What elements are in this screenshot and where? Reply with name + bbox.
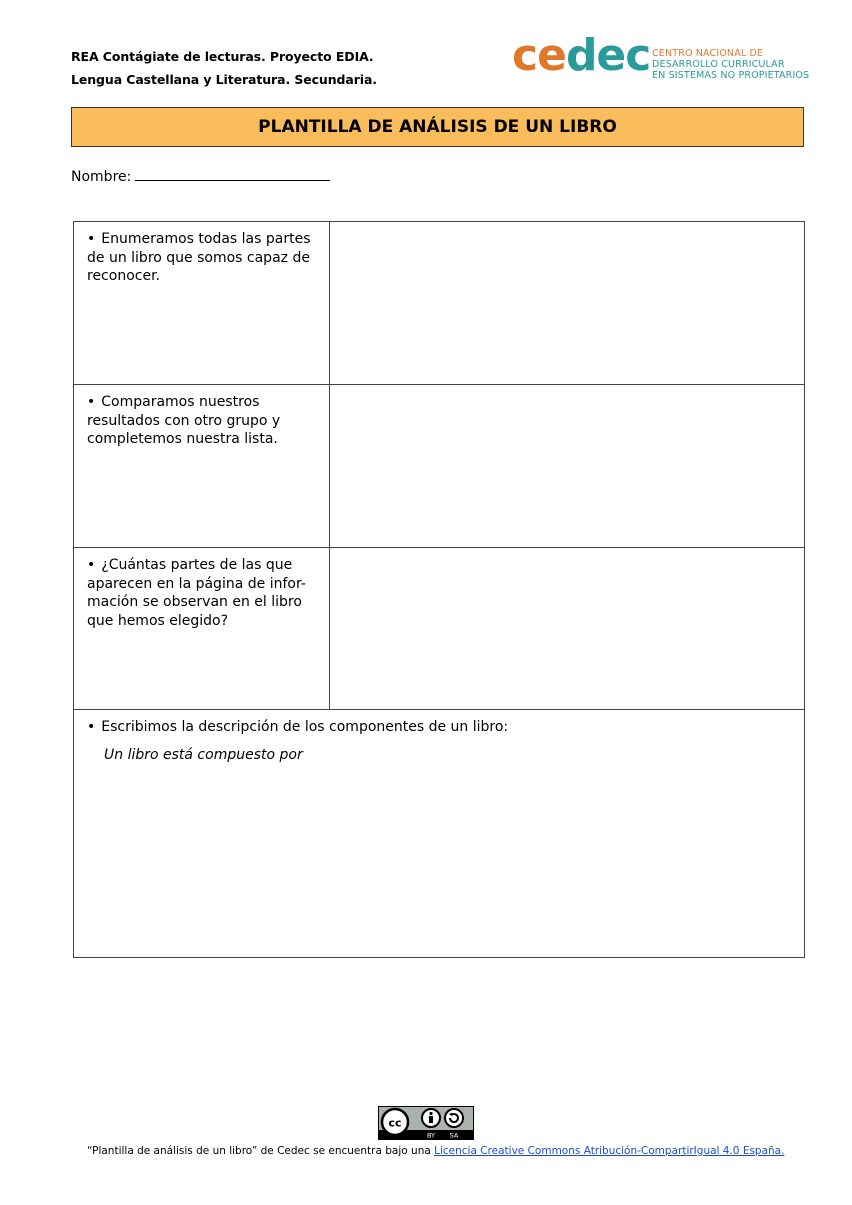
license-text: “Plantilla de análisis de un libro” de Cedec se encuentra bajo una Licencia Creative Commons Atribución-CompartirIgual 4.0 España. bbox=[87, 1145, 785, 1157]
question-text: Comparamos nuestros resultados con otro grupo y completemos nuestra lista. bbox=[87, 394, 281, 447]
answer-cell[interactable] bbox=[330, 548, 804, 709]
answer-cell[interactable] bbox=[330, 385, 804, 547]
analysis-table bbox=[73, 221, 805, 958]
name-label: Nombre: bbox=[71, 169, 132, 185]
answer-cell[interactable] bbox=[330, 222, 804, 384]
table-row bbox=[74, 222, 804, 385]
svg-text:cc: cc bbox=[388, 1116, 402, 1130]
name-field bbox=[71, 166, 330, 185]
license-link[interactable]: Licencia Creative Commons Atribución-CompartirIgual 4.0 España. bbox=[434, 1145, 785, 1157]
header-line-2: Lengua Castellana y Literatura. Secundaria. bbox=[71, 72, 377, 87]
question-cell: • Comparamos nuestros resultados con otro grupo y completemos nuestra lista. bbox=[74, 385, 330, 547]
description-prompt: Escribimos la descripción de los componentes de un libro: bbox=[101, 719, 509, 735]
question-text: ¿Cuántas partes de las que aparecen en la página de infor-mación se observan en el libro que hemos elegido? bbox=[87, 557, 306, 629]
description-cell[interactable]: • Escribimos la descripción de los componentes de un libro: Un libro está compuesto por bbox=[74, 710, 804, 957]
header-line-1: REA Contágiate de lecturas. Proyecto EDIA. bbox=[71, 49, 374, 64]
cedec-logo-word: cedec bbox=[512, 30, 651, 81]
page-title: PLANTILLA DE ANÁLISIS DE UN LIBRO bbox=[71, 107, 804, 147]
name-input-line[interactable] bbox=[135, 166, 330, 181]
question-text: Enumeramos todas las partes de un libro que somos capaz de reconocer. bbox=[87, 231, 311, 284]
svg-text:BY: BY bbox=[426, 1131, 436, 1139]
question-cell: • ¿Cuántas partes de las que aparecen en la página de infor-mación se observan en el libro que hemos elegido? bbox=[74, 548, 330, 709]
license-badge-wrap bbox=[0, 1106, 852, 1144]
cedec-logo-subtitle: CENTRO NACIONAL DE DESARROLLO CURRICULAR EN SISTEMAS NO PROPIETARIOS bbox=[652, 48, 810, 81]
svg-text:SA: SA bbox=[449, 1131, 459, 1139]
question-cell: • Enumeramos todas las partes de un libro que somos capaz de reconocer. bbox=[74, 222, 330, 384]
table-row bbox=[74, 548, 804, 710]
table-row-final bbox=[74, 710, 804, 957]
table-row bbox=[74, 385, 804, 548]
creative-commons-by-sa-icon[interactable] bbox=[378, 1106, 474, 1140]
description-starter: Un libro está compuesto por bbox=[104, 746, 303, 763]
